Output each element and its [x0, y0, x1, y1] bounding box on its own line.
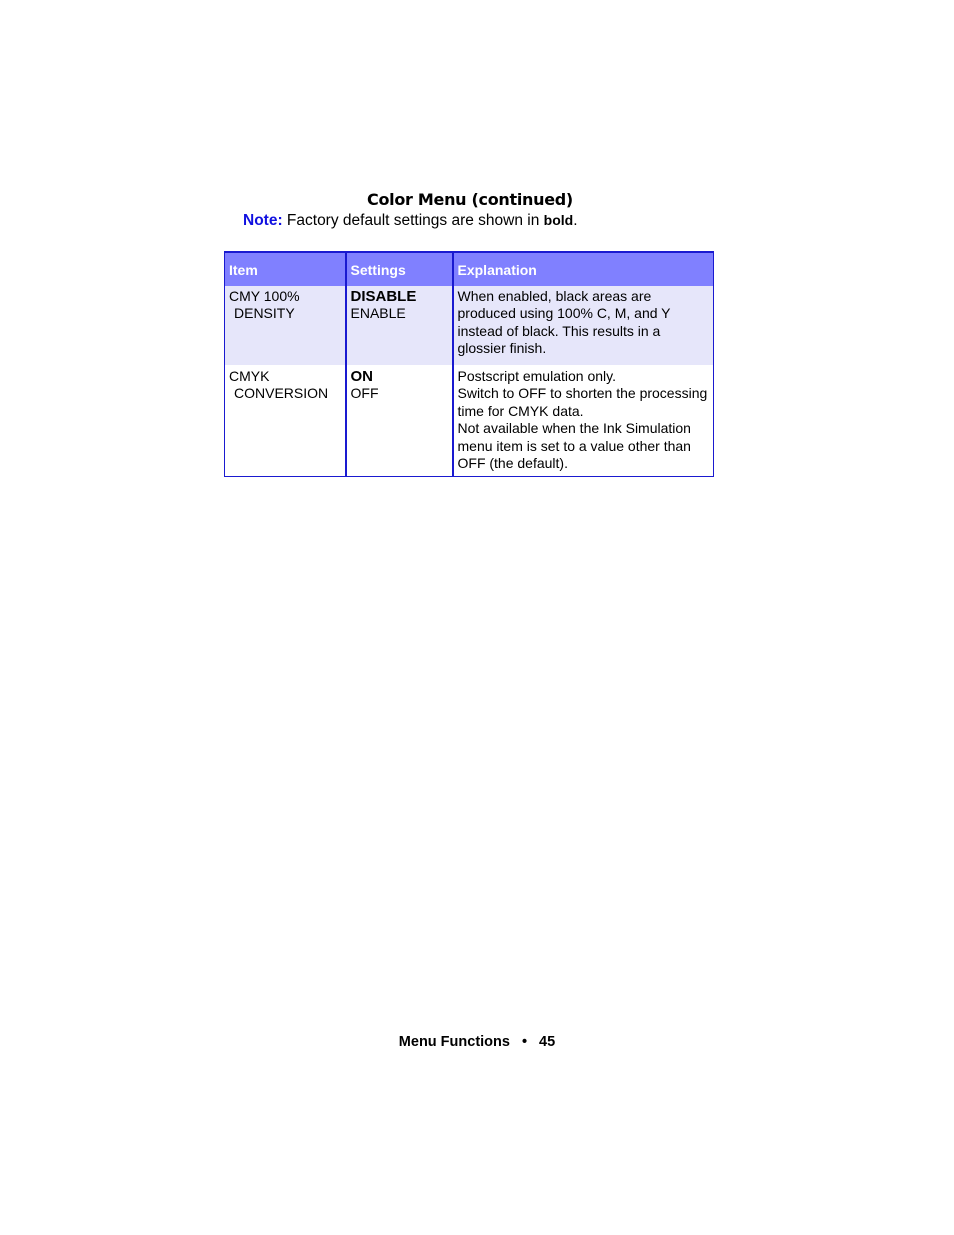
note-line [243, 212, 578, 230]
explanation-cell [453, 286, 714, 365]
explanation-line: Postscript emulation only. [457, 368, 616, 384]
item-name-line2: DENSITY [234, 305, 295, 322]
page-footer [0, 1034, 954, 1050]
page-title: Color Menu (continued) [367, 190, 573, 209]
item-cell [225, 365, 346, 477]
table-header-row [225, 252, 714, 286]
note-bold-word: bold [543, 212, 574, 228]
item-name-line1: CMY 100% [229, 288, 300, 304]
item-cell [225, 286, 346, 365]
explanation-line: OFF (the default). [457, 455, 568, 472]
item-name-line2: CONVERSION [234, 385, 329, 402]
page-number: 45 [539, 1034, 556, 1050]
settings-cell [346, 286, 453, 365]
footer-bullet: • [521, 1034, 528, 1050]
setting-default: DISABLE [350, 288, 417, 305]
explanation-line: When enabled, black areas are [457, 288, 652, 304]
setting-option: ENABLE [350, 305, 406, 322]
header-item: Item [225, 252, 346, 286]
explanation-line: produced using 100% C, M, and Y [457, 305, 671, 322]
footer-section: Menu Functions [398, 1034, 510, 1050]
header-settings: Settings [346, 252, 453, 286]
table-row [225, 365, 714, 477]
explanation-cell [453, 365, 714, 477]
note-text: Factory default settings are shown in [286, 212, 540, 229]
explanation-line: Switch to OFF to shorten the processing [457, 385, 708, 402]
header-explanation: Explanation [453, 252, 714, 286]
note-label: Note: [243, 212, 283, 229]
note-end: . [573, 212, 578, 229]
settings-cell [346, 365, 453, 477]
explanation-line: glossier finish. [457, 340, 547, 357]
explanation-line: instead of black. This results in a [457, 322, 661, 339]
setting-default: ON [350, 368, 373, 385]
color-menu-table [224, 251, 714, 477]
table-row [225, 286, 714, 365]
setting-option: OFF [350, 385, 379, 402]
item-name-line1: CMYK [229, 368, 270, 384]
explanation-line: Not available when the Ink Simulation [457, 420, 691, 437]
explanation-line: time for CMYK data. [457, 402, 584, 419]
explanation-line: menu item is set to a value other than [457, 437, 691, 454]
